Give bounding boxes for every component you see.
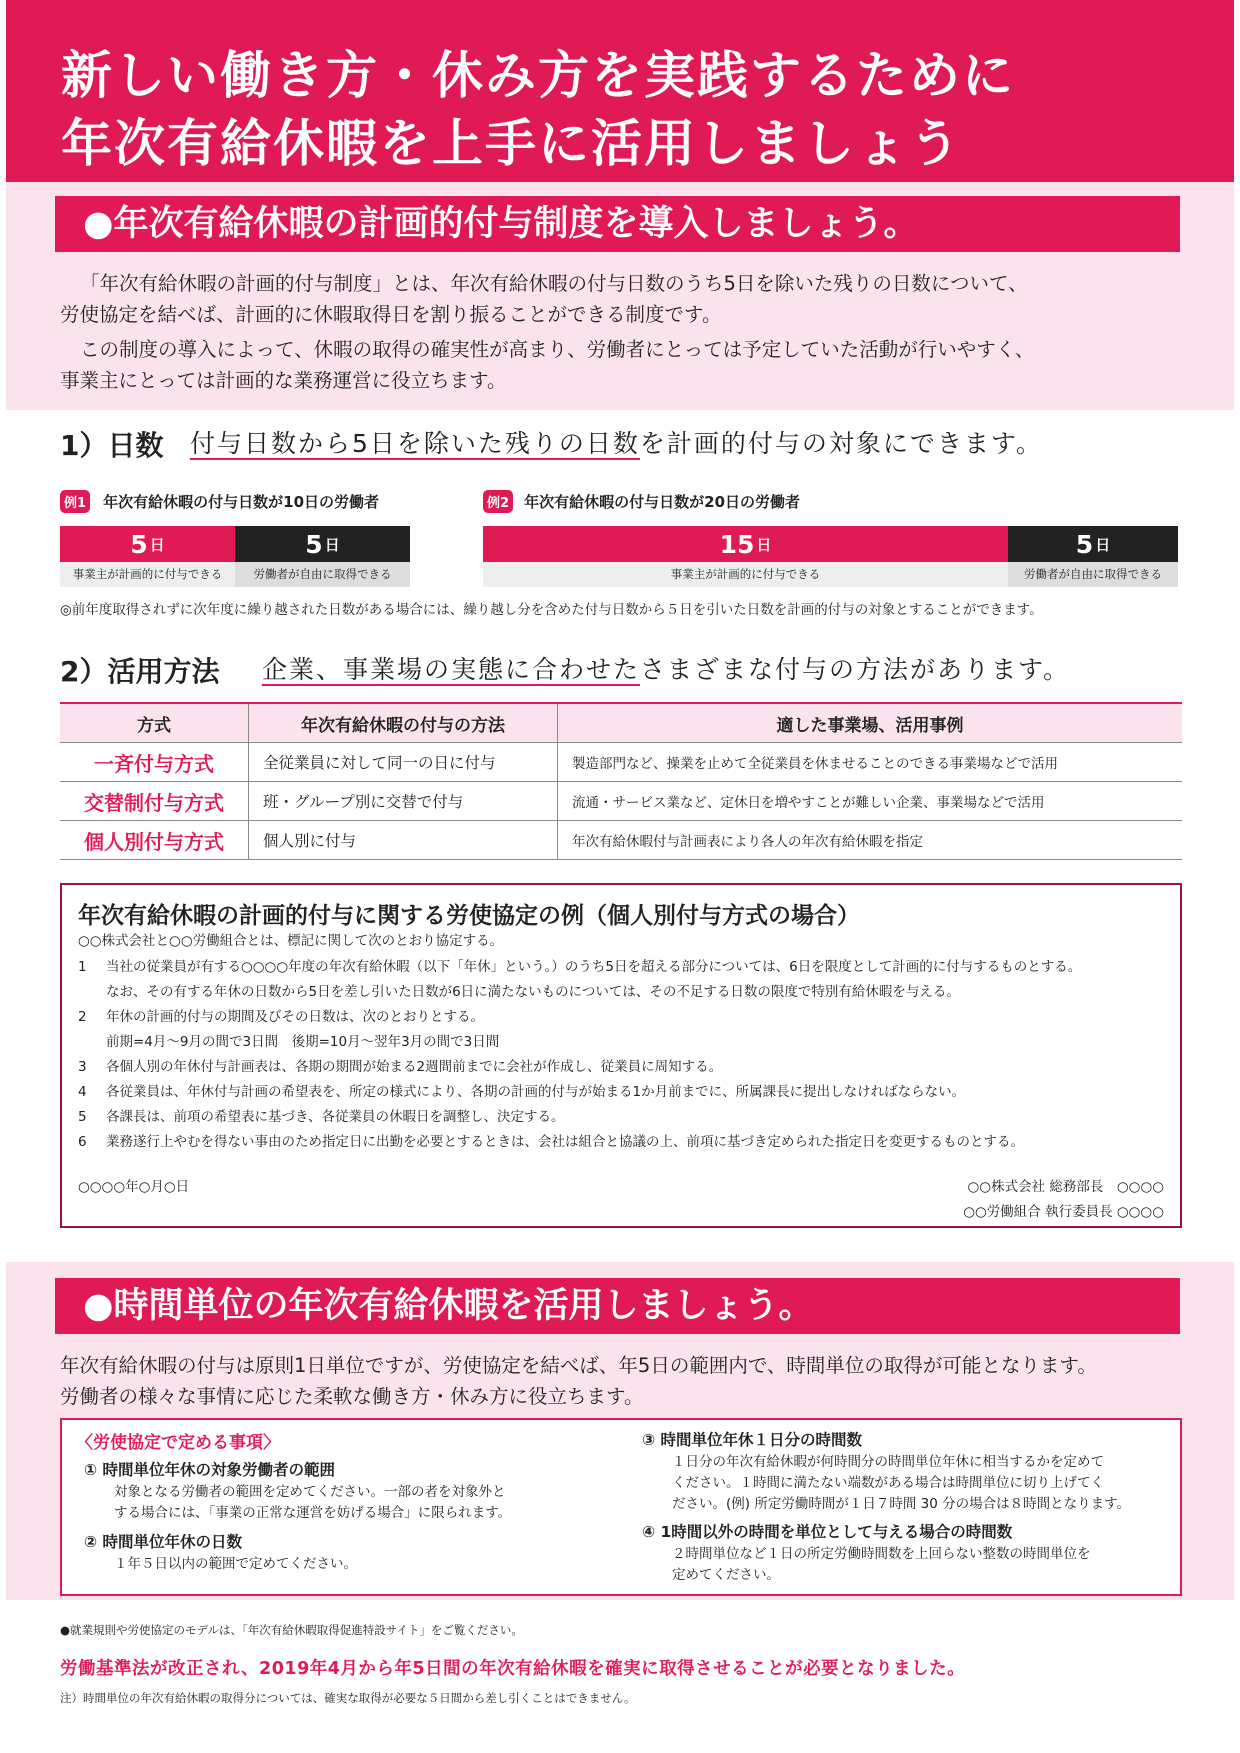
agreement-item: 4 各従業員は、年休付与計画の希望表を、所定の様式により、各期の計画的付与が始まる1か月前までに、所属課長に提出しなければならない。	[78, 1084, 966, 1100]
section2-para-line2: 労働者の様々な事情に応じた柔軟な働き方・休み方に役立ちます。	[60, 1385, 644, 1408]
section1-para-line1: 「年次有給休暇の計画的付与制度」とは、年次有給休暇の付与日数のうち5日を除いた残りの日数について、	[80, 272, 1028, 295]
section1-title: ●年次有給休暇の計画的付与制度を導入しましょう。	[55, 196, 1180, 252]
labor-item-heading: ③ 時間単位年休１日分の時間数	[642, 1431, 863, 1449]
example1-worker-label: 労働者が自由に取得できる	[235, 562, 410, 587]
section2-title: ●時間単位の年次有給休暇を活用しましょう。	[55, 1278, 1180, 1334]
footer-note-1: ●就業規則や労使協定のモデルは、「年次有給休暇取得促進特設サイト」をご覧ください。	[60, 1623, 523, 1637]
header-line-2: 年次有給休暇を上手に活用しましょう	[61, 115, 963, 174]
agreement-item: 2 年休の計画的付与の期間及びその日数は、次のとおりとする。	[78, 1009, 484, 1025]
methods-table-wrapper	[60, 702, 1182, 860]
table-row	[60, 821, 1182, 860]
agreement-item: なお、その有する年休の日数から5日を差し引いた日数が6日に満たないものについては、その不足する日数の限度で特別有給休暇を与える。	[106, 984, 960, 1000]
methods-heading: 2）活用方法	[60, 655, 220, 688]
table-row	[60, 743, 1182, 782]
labor-item-text: 対象となる労働者の範囲を定めてください。一部の者を対象外と	[114, 1484, 506, 1500]
labor-items-box	[60, 1418, 1182, 1596]
methods-header-col1: 方式	[60, 703, 249, 743]
methods-header-col3: 適した事業場、活用事例	[558, 703, 1183, 743]
section1-para-line4: 事業主にとっては計画的な業務運営に役立ちます。	[60, 369, 507, 392]
method-name: 一斉付与方式	[60, 743, 249, 782]
example2-header	[483, 490, 800, 513]
methods-header-row	[60, 703, 1182, 743]
example1-badge: 例1	[60, 490, 90, 513]
method-description: 全従業員に対して同一の日に付与	[249, 743, 558, 782]
example2-badge: 例2	[483, 490, 513, 513]
agreement-item: 6 業務遂行上やむを得ない事由のため指定日に出勤を必要とするときは、会社は組合と協議の上、前項に基づき定められた指定日を変更するものとする。	[78, 1134, 1024, 1150]
agreement-title: 年次有給休暇の計画的付与に関する労使協定の例（個人別付与方式の場合）	[78, 903, 860, 929]
days-note: ◎前年度取得されずに次年度に繰り越された日数がある場合には、繰り越し分を含めた付与日数から５日を引いた日数を計画的付与の対象とすることができます。	[60, 602, 1043, 618]
methods-sub-rest: さまざまな付与の方法があります。	[640, 655, 1071, 684]
agreement-date: ○○○○年○月○日	[78, 1179, 190, 1195]
labor-item-text: ２時間単位など１日の所定労働時間数を上回らない整数の時間単位を	[672, 1546, 1091, 1562]
method-case: 年次有給休暇付与計画表により各人の年次有給休暇を指定	[558, 821, 1183, 860]
example2-bars	[483, 526, 1178, 587]
labor-item-heading: ② 時間単位年休の日数	[84, 1533, 243, 1551]
method-case: 流通・サービス業など、定休日を増やすことが難しい企業、事業場などで活用	[558, 782, 1183, 821]
method-case: 製造部門など、操業を止めて全従業員を休ませることのできる事業場などで活用	[558, 743, 1183, 782]
days-sub-rest: を計画的付与の対象にできます。	[639, 429, 1043, 458]
table-row	[60, 782, 1182, 821]
labor-item-text: ください。１時間に満たない端数がある場合は時間単位に切り上げてく	[672, 1475, 1104, 1491]
example1-worker-bar: 5 日	[235, 526, 410, 562]
example1-text: 年次有給休暇の付与日数が10日の労働者	[103, 493, 380, 511]
agreement-item: 1 当社の従業員が有する○○○○年度の年次有給休暇（以下「年休」という。）のうち5日を超える部分については、6日を限度として計画的に付与するものとする。	[78, 959, 1082, 975]
header-line-1: 新しい働き方・休み方を実践するために	[61, 47, 1016, 106]
methods-table	[60, 702, 1182, 860]
method-name: 交替制付与方式	[60, 782, 249, 821]
example2-text: 年次有給休暇の付与日数が20日の労働者	[524, 493, 801, 511]
footer-red-notice: 労働基準法が改正され、2019年4月から年5日間の年次有給休暇を確実に取得させることが必要となりました。	[60, 1659, 966, 1679]
labor-item-text: する場合には、「事業の正常な運営を妨げる場合」に限られます。	[114, 1505, 512, 1521]
section1-para-line2: 労使協定を結べば、計画的に休暇取得日を割り振ることができる制度です。	[60, 303, 722, 326]
example1-header	[60, 490, 379, 513]
days-subheading	[190, 424, 1043, 460]
example2-worker-bar: 5 日	[1008, 526, 1178, 562]
methods-header-col2: 年次有給休暇の付与の方法	[249, 703, 558, 743]
agreement-signature-2: ○○労働組合 執行委員長 ○○○○	[963, 1204, 1164, 1220]
example2-employer-label: 事業主が計画的に付与できる	[483, 562, 1008, 587]
labor-item-text: １年５日以内の範囲で定めてください。	[114, 1556, 357, 1572]
labor-item-text: ださい。(例) 所定労働時間が１日７時間 30 分の場合は８時間となります。	[672, 1496, 1131, 1512]
agreement-item: 3 各個人別の年休付与計画表は、各期の期間が始まる2週間前までに会社が作成し、従業員に周知する。	[78, 1059, 723, 1075]
method-description: 個人別に付与	[249, 821, 558, 860]
page-header	[6, 0, 1234, 182]
agreement-intro: ○○株式会社と○○労働組合とは、標記に関して次のとおり協定する。	[78, 933, 504, 949]
methods-subheading	[262, 650, 1070, 686]
days-heading: 1）日数	[60, 429, 164, 462]
labor-items-title: 〈労使協定で定める事項〉	[76, 1433, 280, 1453]
section1-para-line3: この制度の導入によって、休暇の取得の確実性が高まり、労働者にとっては予定していた活動が行いやすく、	[80, 338, 1035, 361]
labor-item-text: １日分の年次有給休暇が何時間分の時間単位年休に相当するかを定めて	[672, 1454, 1104, 1470]
method-name: 個人別付与方式	[60, 821, 249, 860]
agreement-box	[60, 883, 1182, 1228]
labor-item-heading: ① 時間単位年休の対象労働者の範囲	[84, 1461, 336, 1479]
example1-employer-bar: 5 日	[60, 526, 235, 562]
method-description: 班・グループ別に交替で付与	[249, 782, 558, 821]
example2-employer-bar: 15 日	[483, 526, 1008, 562]
agreement-items	[78, 955, 1081, 1155]
methods-sub-underlined: 企業、事業場の実態に合わせた	[262, 655, 641, 684]
agreement-item: 5 各課長は、前項の希望表に基づき、各従業員の休暇日を調整し、決定する。	[78, 1109, 565, 1125]
labor-item-text: 定めてください。	[672, 1567, 780, 1583]
agreement-item: 前期=4月～9月の間で3日間 後期=10月～翌年3月の間で3日間	[106, 1034, 500, 1050]
agreement-signature-1: ○○株式会社 総務部長 ○○○○	[967, 1179, 1164, 1195]
labor-item-heading: ④ 1時間以外の時間を単位として与える場合の時間数	[642, 1523, 1013, 1541]
example2-worker-label: 労働者が自由に取得できる	[1008, 562, 1178, 587]
example1-employer-label: 事業主が計画的に付与できる	[60, 562, 235, 587]
footer-note-2: 注）時間単位の年次有給休暇の取得分については、確実な取得が必要な５日間から差し引くことはできません。	[60, 1691, 636, 1705]
section2-para-line1: 年次有給休暇の付与は原則1日単位ですが、労使協定を結べば、年5日の範囲内で、時間単位の取得が可能となります。	[60, 1354, 1097, 1377]
example1-bars	[60, 526, 410, 587]
days-sub-underlined: 付与日数から5日を除いた残りの日数	[190, 429, 640, 458]
